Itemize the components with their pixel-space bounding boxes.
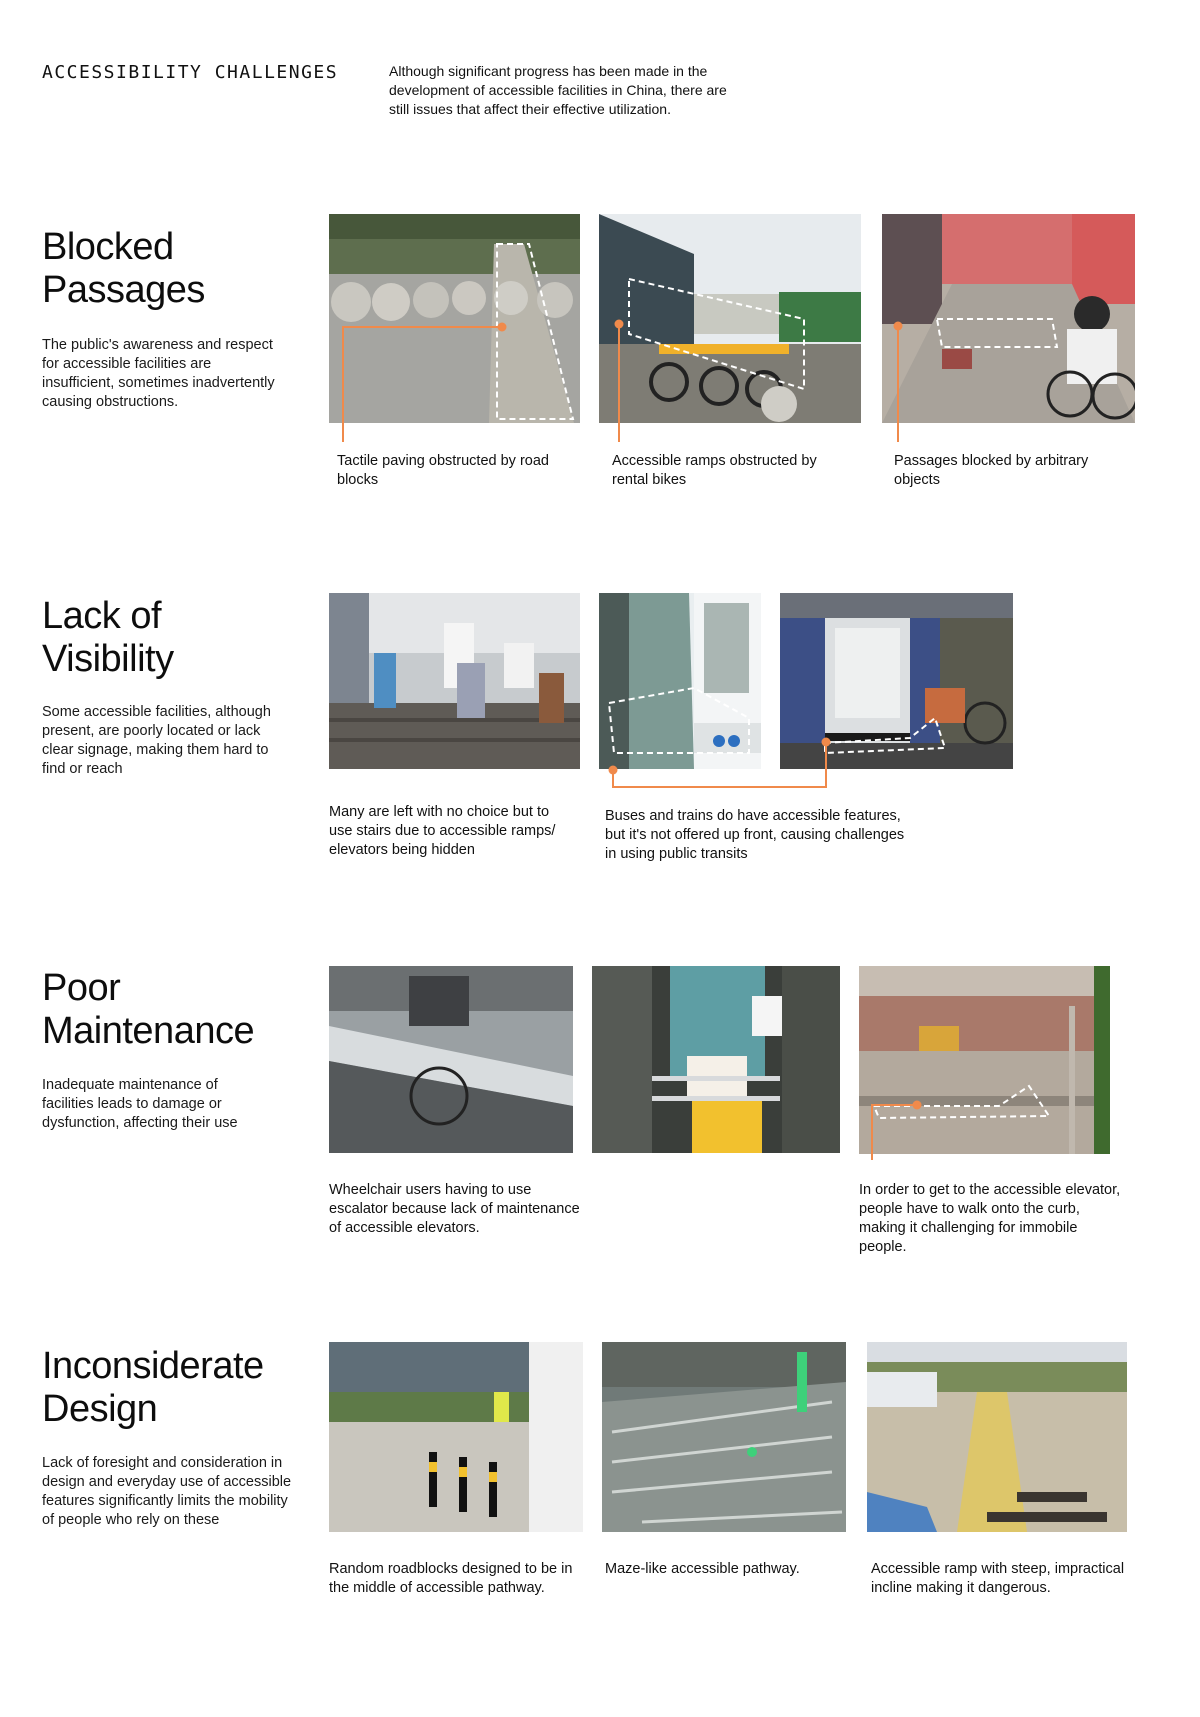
caption-curb: In order to get to the accessible elevator, people have to walk onto the curb, making it challenging for immobile people. bbox=[859, 1182, 1121, 1255]
section-title-line: Design bbox=[42, 1388, 158, 1430]
caption-roadblocks: Random roadblocks designed to be in the middle of accessible pathway. bbox=[329, 1561, 573, 1596]
section-title bbox=[42, 595, 302, 681]
photo-steep-ramp bbox=[867, 1342, 1127, 1532]
section-blocked-passages bbox=[42, 226, 302, 312]
intro-text: Although significant progress has been made in the development of accessible facilities in China, there are still issues that affect their effective utilization. bbox=[389, 63, 727, 117]
section-description: The public's awareness and respect for accessible facilities are insufficient, sometimes inadvertently causing obstructions. bbox=[42, 337, 275, 410]
caption-tactile-paving: Tactile paving obstructed by road blocks bbox=[337, 453, 549, 488]
section-title bbox=[42, 967, 302, 1053]
photo-curb bbox=[859, 966, 1110, 1154]
caption-passage-objects: Passages blocked by arbitrary objects bbox=[894, 453, 1089, 488]
section-title bbox=[42, 226, 302, 312]
page-kicker: ACCESSIBILITY CHALLENGES bbox=[42, 62, 339, 83]
section-lack-of-visibility bbox=[42, 595, 302, 681]
section-poor-maintenance bbox=[42, 967, 302, 1053]
section-description: Inadequate maintenance of facilities leads to damage or dysfunction, affecting their use bbox=[42, 1077, 238, 1131]
section-title-line: Visibility bbox=[42, 638, 174, 680]
section-description: Lack of foresight and consideration in design and everyday use of accessible features significantly limits the mobility of people who rely on these bbox=[42, 1455, 292, 1528]
section-title-line: Blocked bbox=[42, 226, 174, 268]
caption-steep-ramp: Accessible ramp with steep, impractical incline making it dangerous. bbox=[871, 1561, 1125, 1596]
photo-maze-path bbox=[602, 1342, 846, 1532]
photo-ramp-bikes bbox=[599, 214, 861, 423]
section-title-line: Passages bbox=[42, 269, 205, 311]
caption-ramp-bikes: Accessible ramps obstructed by rental bikes bbox=[612, 453, 817, 488]
photo-elevator-barrier bbox=[592, 966, 840, 1153]
photo-train-door bbox=[780, 593, 1013, 769]
photo-people-stairs bbox=[329, 593, 580, 769]
section-title-line: Maintenance bbox=[42, 1010, 255, 1052]
section-title-line: Poor bbox=[42, 967, 121, 1009]
photo-bus-door bbox=[599, 593, 761, 769]
section-title-line: Lack of bbox=[42, 595, 162, 637]
caption-maze-path: Maze-like accessible pathway. bbox=[605, 1561, 800, 1577]
caption-people-stairs: Many are left with no choice but to use stairs due to accessible ramps/ elevators being hidden bbox=[329, 804, 556, 858]
caption-escalator: Wheelchair users having to use escalator because lack of maintenance of accessible elevators. bbox=[329, 1182, 580, 1236]
section-description: Some accessible facilities, although present, are poorly located or lack clear signage, making them hard to find or reach bbox=[42, 704, 271, 777]
photo-tactile-paving bbox=[329, 214, 580, 423]
photo-escalator bbox=[329, 966, 573, 1153]
photo-roadblocks bbox=[329, 1342, 583, 1532]
section-title bbox=[42, 1345, 312, 1431]
section-title-line: Inconsiderate bbox=[42, 1345, 264, 1387]
photo-passage-objects bbox=[882, 214, 1135, 423]
section-inconsiderate-design bbox=[42, 1345, 312, 1431]
caption-transit: Buses and trains do have accessible features, but it's not offered up front, causing challenges in using public transits bbox=[605, 808, 905, 862]
